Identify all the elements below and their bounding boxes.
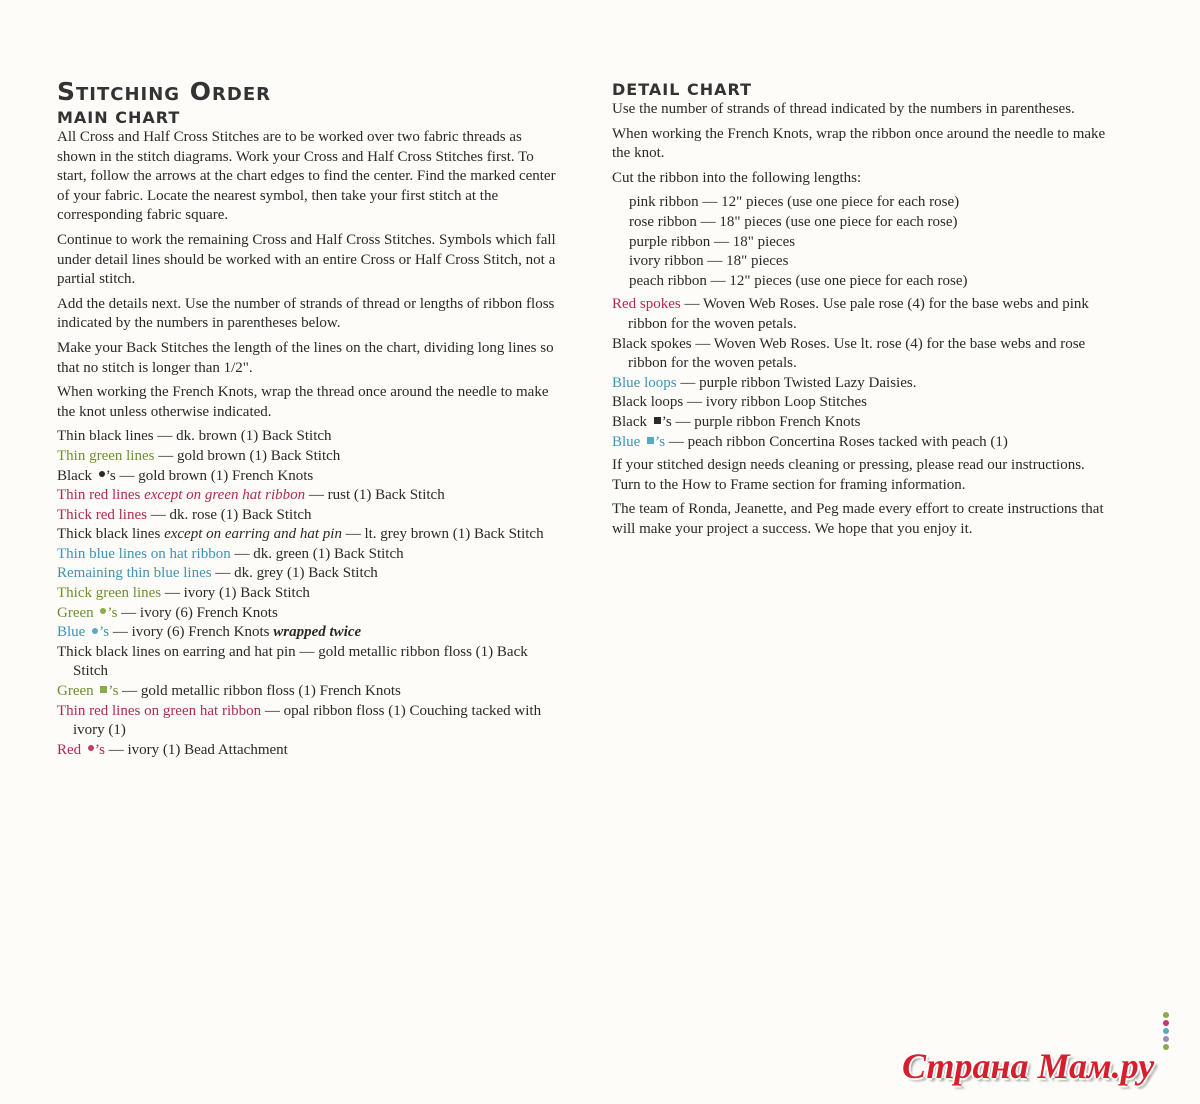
legend-item [57, 702, 557, 741]
paragraph: When working the French Knots, wrap the thread once around the needle to make the knot unless otherwise indicated. [57, 384, 549, 420]
legend-label: Blue [612, 433, 645, 450]
blue-dot-icon [92, 628, 98, 634]
legend-description: — opal ribbon floss (1) Couching tacked with ivory (1) [73, 702, 542, 739]
legend-label-qualifier: except on earring and hat pin [164, 526, 342, 543]
legend-label: Black [612, 413, 651, 430]
page-title: Stitching Order [57, 77, 271, 106]
legend-label: Thick black lines on earring and hat pin [57, 643, 296, 660]
list-item: ivory ribbon — 18" pieces [629, 253, 789, 270]
legend-label: Thin red lines [57, 487, 145, 504]
legend-item [57, 604, 557, 624]
paragraph: Cut the ribbon into the following lengths: [612, 169, 862, 186]
legend-label-suffix: ’s [105, 467, 116, 484]
legend-description: — ivory (1) Back Stitch [161, 585, 310, 602]
legend-item [612, 413, 1112, 433]
detail-chart-legend [612, 295, 1112, 452]
legend-description: — gold brown (1) Back Stitch [154, 447, 341, 464]
paragraph: Use the number of strands of thread indicated by the numbers in parentheses. [612, 101, 1075, 117]
legend-label-suffix: ’s [94, 741, 105, 758]
black-square-icon [654, 417, 661, 424]
red-dot-icon [88, 745, 94, 751]
legend-item [57, 525, 557, 545]
list-item: purple ribbon — 18" pieces [629, 233, 796, 250]
black-dot-icon [99, 471, 105, 477]
legend-item [57, 427, 557, 447]
legend-label: Black [57, 467, 96, 484]
blue-square-icon [647, 437, 654, 444]
legend-description: — lt. grey brown (1) Back Stitch [341, 526, 544, 543]
legend-item [612, 295, 1112, 334]
legend-label-qualifier: except on green hat ribbon [144, 487, 306, 504]
legend-label: Red [57, 741, 85, 758]
legend-description: — purple ribbon French Knots [671, 413, 861, 430]
legend-description: — dk. grey (1) Back Stitch [211, 565, 378, 582]
legend-description: — ivory ribbon Loop Stitches [683, 394, 867, 411]
legend-label: Black spokes [612, 335, 692, 352]
legend-label: Thick green lines [57, 585, 162, 602]
legend-description: — ivory (6) French Knots [117, 604, 278, 621]
legend-item [612, 393, 1112, 413]
legend-description: — gold brown (1) French Knots [115, 467, 314, 484]
legend-item [57, 506, 557, 526]
legend-label: Thin black lines [57, 428, 154, 445]
legend-description: — rust (1) Back Stitch [305, 487, 445, 504]
list-item: rose ribbon — 18" pieces (use one piece for each rose) [629, 213, 958, 230]
green-square-icon [100, 686, 107, 693]
legend-item [57, 682, 557, 702]
legend-description: — purple ribbon Twisted Lazy Daisies. [676, 374, 917, 391]
legend-label: Red spokes [612, 296, 681, 313]
paragraph: The team of Ronda, Jeanette, and Peg made every effort to create instructions that will make your project a success. We hope that you enjoy it. [612, 501, 1104, 537]
legend-description: — gold metallic ribbon floss (1) French Knots [118, 683, 401, 700]
legend-label: Thin red lines on green hat ribbon [57, 702, 262, 719]
legend-description: — dk. brown (1) Back Stitch [153, 428, 332, 445]
list-item: pink ribbon — 12" pieces (use one piece for each rose) [629, 194, 960, 211]
green-dot-icon [1163, 1012, 1169, 1018]
legend-item [57, 741, 557, 761]
decorative-dots [1163, 1012, 1169, 1052]
legend-label: Thick black lines [57, 526, 165, 543]
legend-label-suffix: ’s [107, 604, 118, 621]
paragraph: Continue to work the remaining Cross and Half Cross Stitches. Symbols which fall under detail lines should be worked with an entire Cross or Half Cross Stitch, not a partial stitch. [57, 231, 556, 288]
legend-description: — peach ribbon Concertina Roses tacked with peach (1) [665, 433, 1008, 450]
legend-item [57, 486, 557, 506]
paragraph: Add the details next. Use the number of strands of thread or lengths of ribbon floss indicated by the numbers in parentheses below. [57, 295, 555, 332]
legend-label-suffix: ’s [108, 683, 119, 700]
legend-item [57, 545, 557, 565]
main-chart-column [57, 78, 557, 760]
legend-label: Blue [57, 624, 90, 641]
legend-description: — ivory (1) Bead Attachment [104, 741, 288, 758]
legend-label: Green [57, 604, 98, 621]
legend-label: Blue loops [612, 374, 677, 391]
legend-label: Thin blue lines on hat ribbon [57, 545, 231, 562]
red-dot-icon [1163, 1020, 1169, 1026]
legend-description: — gold metallic ribbon floss (1) Back Stitch [73, 643, 528, 680]
green-dot-icon [1163, 1044, 1169, 1050]
legend-emphasis: wrapped twice [273, 624, 362, 641]
legend-label: Green [57, 683, 98, 700]
paragraph: When working the French Knots, wrap the ribbon once around the needle to make the knot. [612, 125, 1106, 162]
legend-label: Thick red lines [57, 506, 147, 523]
legend-description: — Woven Web Roses. Use lt. rose (4) for the base webs and rose ribbon for the woven petals. [628, 335, 1086, 372]
legend-description: — ivory (6) French Knots [109, 624, 274, 641]
legend-description: — dk. green (1) Back Stitch [230, 545, 404, 562]
legend-label-suffix: ’s [99, 624, 110, 641]
ribbon-lengths-list [612, 193, 1112, 291]
legend-description: — dk. rose (1) Back Stitch [146, 506, 312, 523]
paragraph: If your stitched design needs cleaning or pressing, please read our instructions. Turn to the How to Frame section for framing information. [612, 457, 1085, 493]
purple-dot-icon [1163, 1036, 1169, 1042]
legend-item [612, 374, 1112, 394]
list-item: peach ribbon — 12" pieces (use one piece for each rose) [629, 272, 968, 289]
legend-item [612, 433, 1112, 453]
main-chart-heading: MAIN CHART [57, 108, 181, 127]
blue-dot-icon [1163, 1028, 1169, 1034]
legend-item [57, 467, 557, 487]
detail-chart-column [612, 80, 1112, 544]
paragraph: Make your Back Stitches the length of the lines on the chart, dividing long lines so that no stitch is longer than 1/2". [57, 339, 554, 376]
legend-label: Remaining thin blue lines [57, 565, 212, 582]
main-chart-legend [57, 427, 557, 760]
paragraph: All Cross and Half Cross Stitches are to be worked over two fabric threads as shown in the stitch diagrams. Work your Cross and Half Cross Stitches first. To start, follow the arrows at the chart edges to find the center. Find the marked center of your fabric. Locate the nearest symbol, then take your first stitch at the corresponding fabric square. [57, 129, 556, 224]
green-dot-icon [100, 608, 106, 614]
legend-item [57, 623, 557, 643]
legend-label-suffix: ’s [655, 433, 666, 450]
detail-chart-heading: DETAIL CHART [612, 80, 753, 99]
legend-item [57, 564, 557, 584]
legend-label-suffix: ’s [661, 413, 672, 430]
legend-description: — Woven Web Roses. Use pale rose (4) for the base webs and pink ribbon for the woven petals. [628, 296, 1089, 332]
legend-item [57, 643, 557, 682]
legend-item [612, 335, 1112, 374]
legend-item [57, 584, 557, 604]
legend-item [57, 447, 557, 467]
legend-label: Thin green lines [57, 447, 155, 464]
legend-label: Black loops [612, 394, 684, 411]
watermark-logo: Страна Мам.ру [902, 1046, 1155, 1086]
